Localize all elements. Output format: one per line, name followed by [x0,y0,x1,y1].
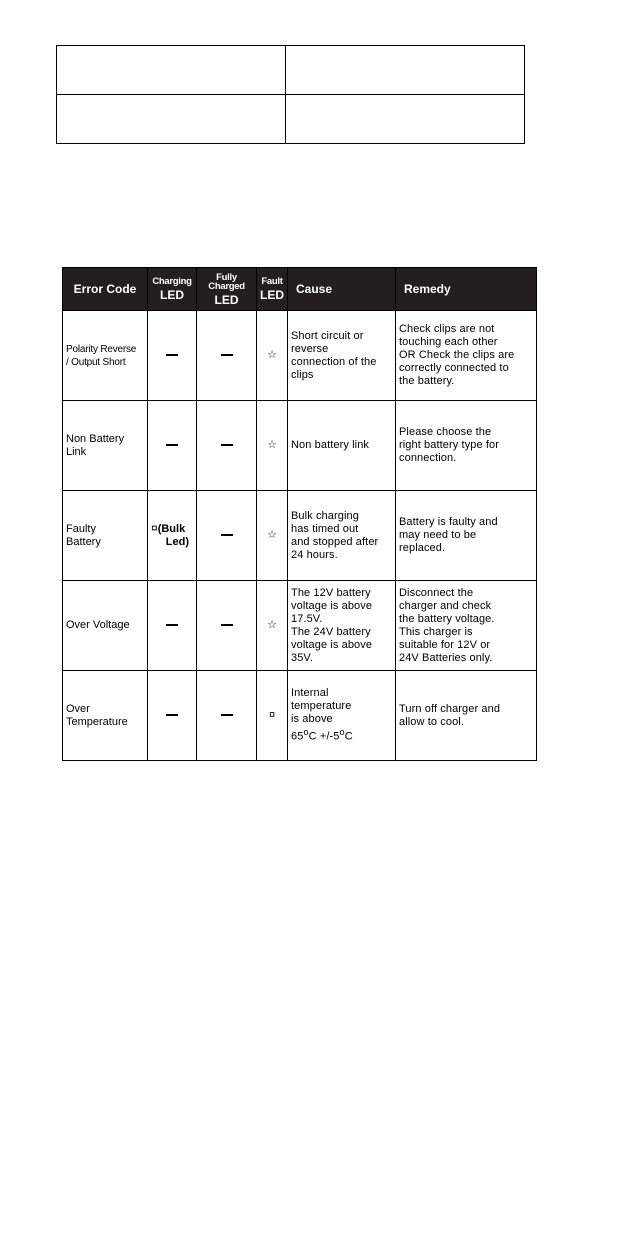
off-dash-icon [166,444,178,446]
fully-charged-led-cell [197,311,257,401]
table-cell [57,95,286,144]
off-dash-icon [221,354,233,356]
error-code-cell: Over Voltage [63,581,148,671]
charging-led-cell [148,401,197,491]
cause-text: C [344,730,353,743]
error-code-cell: Polarity Reverse / Output Short [63,311,148,401]
table-cell [57,46,286,95]
remedy-cell: Battery is faulty and may need to be replaced. [396,491,537,581]
cause-cell: The 12V battery voltage is above 17.5V. The 24V battery voltage is above 35V. [288,581,396,671]
cause-cell [288,671,396,761]
remedy-cell: Turn off charger and allow to cool. [396,671,537,761]
error-code-table [62,267,537,761]
fault-led-cell: ☆ [257,581,288,671]
charging-led-cell [148,491,197,581]
header-label: LED [214,292,239,307]
remedy-cell: Check clips are not touching each other OR Check the clips are correctly connected to the battery. [396,311,537,401]
header-fully-charged-led [197,268,257,311]
charging-led-cell [148,671,197,761]
header-cause: Cause [288,268,396,311]
table-row [57,95,525,144]
cause-text: C +/-5 [308,730,340,743]
cause-text: Internal temperature is above [291,687,352,726]
fully-charged-led-cell [197,581,257,671]
header-label: LED [160,287,184,302]
bulk-label: (Bulk [157,523,186,535]
off-dash-icon [221,534,233,536]
cause-cell: Non battery link [288,401,396,491]
off-dash-icon [166,354,178,356]
degree-symbol: o [339,727,345,738]
table-row [63,581,537,671]
table-cell [286,95,525,144]
header-label: Fault [261,276,283,288]
off-dash-icon [166,624,178,626]
fault-led-cell: ☆ [257,401,288,491]
off-dash-icon [166,714,178,716]
table-header-row [63,268,537,311]
cause-cell: Bulk charging has timed out and stopped after 24 hours. [288,491,396,581]
header-label: Charging [152,276,192,288]
cause-text: 65 [291,730,304,743]
remedy-cell: Please choose the right battery type for connection. [396,401,537,491]
header-fault-led [257,268,288,311]
empty-table [56,45,525,144]
blink-icon: ¤ [151,521,158,535]
fully-charged-led-cell [197,401,257,491]
table-cell [286,46,525,95]
charging-led-cell [148,311,197,401]
fault-led-cell: ☆ [257,311,288,401]
remedy-cell: Disconnect the charger and check the battery voltage. This charger is suitable for 12V or 24V Batteries only. [396,581,537,671]
table-row [63,311,537,401]
bulk-label: Led) [165,536,189,548]
error-code-cell: Non Battery Link [63,401,148,491]
header-charging-led [148,268,197,311]
table-row [63,401,537,491]
table-row [57,46,525,95]
off-dash-icon [221,624,233,626]
cause-cell: Short circuit or reverse connection of the clips [288,311,396,401]
charging-led-cell [148,581,197,671]
table-row [63,491,537,581]
degree-symbol: o [303,727,309,738]
fully-charged-led-cell [197,491,257,581]
error-code-cell: Faulty Battery [63,491,148,581]
off-dash-icon [221,444,233,446]
header-remedy: Remedy [396,268,537,311]
table-row [63,671,537,761]
fault-led-cell: ☆ [257,491,288,581]
header-label: LED [260,287,284,302]
error-code-cell: Over Temperature [63,671,148,761]
fault-led-cell: ¤ [257,671,288,761]
fully-charged-led-cell [197,671,257,761]
off-dash-icon [221,714,233,716]
header-label: Fully Charged [208,271,245,292]
header-error-code: Error Code [63,268,148,311]
